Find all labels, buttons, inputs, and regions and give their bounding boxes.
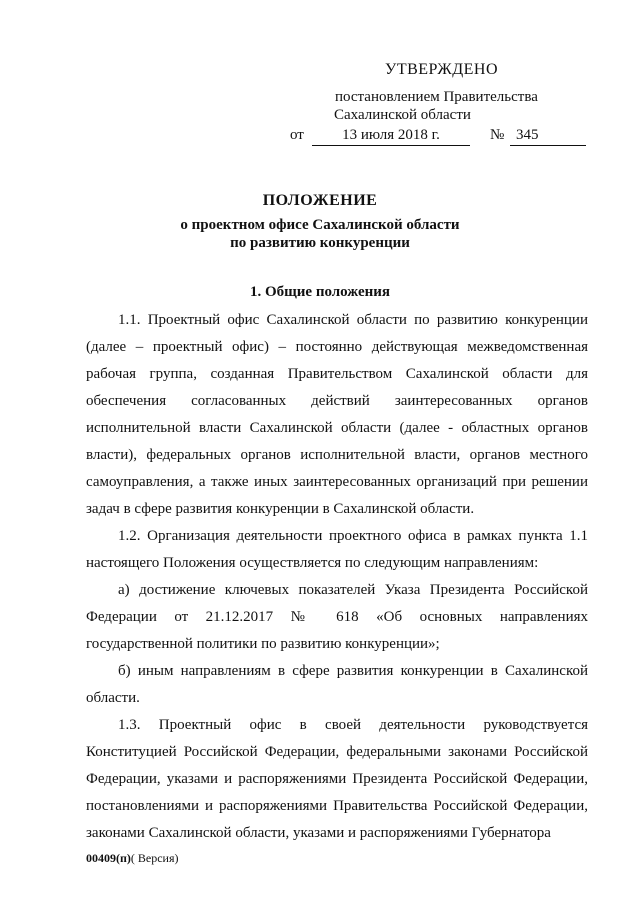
document-body — [86, 307, 588, 847]
approved-stamp-label: УТВЕРЖДЕНО — [385, 61, 499, 78]
subtitle-line-1: о проектном офисе Сахалинской области — [180, 217, 460, 233]
approval-resolution-line: постановлением Правительства — [335, 89, 538, 105]
paragraph-1-2: 1.2. Организация деятельности проектного офиса в рамках пункта 1.1 настоящего Положения осуществляется по следующим направлениям: — [86, 528, 588, 571]
document-title: ПОЛОЖЕНИЕ — [262, 192, 378, 209]
approval-date: 13 июля 2018 г. — [312, 126, 470, 146]
paragraph-1-2-a: а) достижение ключевых показателей Указа Президента Российской Федерации от 21.12.2017 № 618 «Об основных направлениях государственной политики по развитию конкуренции»; — [86, 582, 588, 652]
approval-region-line: Сахалинской области — [334, 107, 471, 123]
footer-form-code — [86, 851, 179, 865]
approval-number: 345 — [510, 126, 586, 146]
footer-version: ( Версия) — [130, 851, 179, 865]
section-heading: 1. Общие положения — [249, 284, 391, 300]
approval-block — [290, 60, 590, 146]
footer-code: 00409(п) — [86, 851, 131, 865]
paragraph-1-2-b: б) иным направлениям в сфере развития конкуренции в Сахалинской области. — [86, 663, 588, 706]
subtitle-line-2: по развитию конкуренции — [230, 235, 410, 251]
number-sign: № — [490, 127, 505, 143]
paragraph-1-1: 1.1. Проектный офис Сахалинской области по развитию конкуренции (далее – проектный офис) – постоянно действующая межведомственная рабочая группа, созданная Правительством Сахалинской области для обеспечения согласованных действий заинтересованных органов исполнительной власти Сахалинской области (далее - областных органов власти), федеральных органов исполнительной власти, органов местного самоуправления, а также иных заинтересованных организаций при решении задач в сфере развития конкуренции в Сахалинской области. — [86, 312, 588, 517]
date-prefix: от — [290, 127, 304, 143]
document-subtitle — [0, 216, 640, 252]
paragraph-1-3: 1.3. Проектный офис в своей деятельности руководствуется Конституцией Российской Федерации, федеральными законами Российской Федерации, указами и распоряжениями Президента Российской Федерации, постановлениями и распоряжениями Правительства Российской Федерации, законами Сахалинской области, указами и распоряжениями Губернатора — [86, 717, 588, 841]
approval-date-row — [290, 126, 590, 146]
